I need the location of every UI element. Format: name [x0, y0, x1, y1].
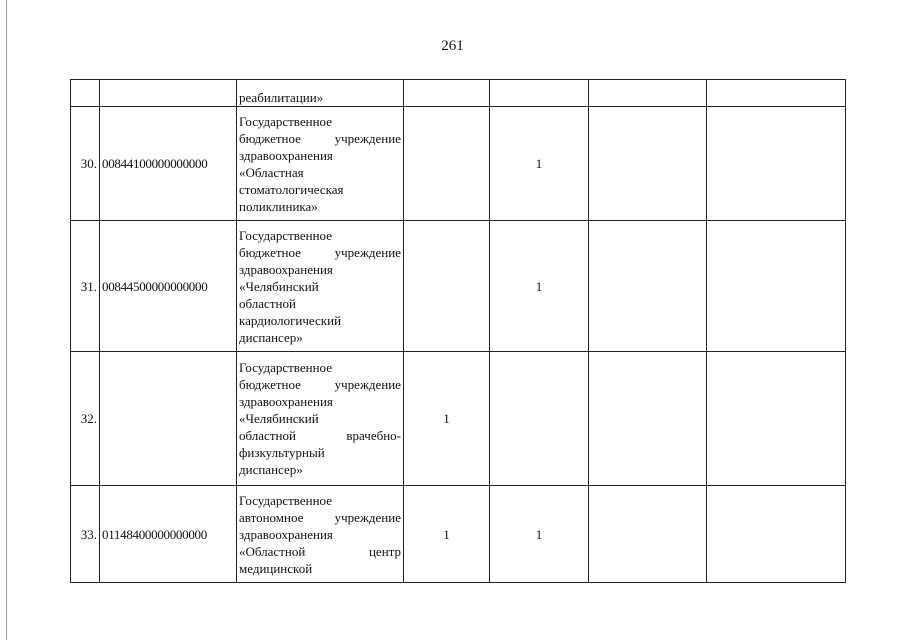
row-col7-value	[707, 221, 846, 352]
row-code	[100, 80, 237, 107]
row-col6-value	[589, 107, 707, 221]
row-institution-name	[237, 107, 404, 221]
row-code: 01148400000000000	[100, 486, 237, 583]
row-col5-value	[490, 352, 589, 486]
row-institution-name	[237, 221, 404, 352]
row-col4-value: 1	[404, 486, 490, 583]
row-col5-value	[490, 80, 589, 107]
row-code: 00844500000000000	[100, 221, 237, 352]
row-number: 32.	[71, 352, 100, 486]
name-line: диспансер»	[239, 329, 303, 345]
name-line: поликлиника»	[239, 198, 318, 214]
row-col6-value	[589, 486, 707, 583]
row-col5-value: 1	[490, 486, 589, 583]
name-line: здравоохранения	[239, 261, 333, 277]
name-line: областной	[239, 295, 296, 311]
row-number	[71, 80, 100, 107]
row-col4-value	[404, 107, 490, 221]
name-line: Государственное	[239, 360, 332, 375]
row-col7-value	[707, 107, 846, 221]
name-line: Государственное	[239, 227, 332, 243]
name-line: областной врачебно-	[239, 428, 401, 443]
name-line: кардиологический	[239, 312, 342, 328]
row-col4-value: 1	[404, 352, 490, 486]
name-line: здравоохранения	[239, 147, 333, 163]
table-row	[71, 352, 846, 486]
name-line: диспансер»	[239, 462, 303, 477]
row-number: 31.	[71, 221, 100, 352]
page-number: 261	[441, 38, 464, 54]
name-line: бюджетное учреждение	[239, 377, 401, 392]
row-col6-value	[589, 352, 707, 486]
scan-edge-line	[6, 0, 7, 640]
name-line: реабилитации»	[239, 90, 324, 105]
name-line: «Челябинский	[239, 278, 319, 294]
name-line: автономное учреждение	[239, 509, 401, 525]
table-row	[71, 80, 846, 107]
name-line: Государственное	[239, 492, 332, 508]
name-line: медицинской	[239, 560, 313, 576]
name-line: «Челябинский	[239, 411, 319, 426]
name-line: Государственное	[239, 113, 332, 129]
row-col6-value	[589, 80, 707, 107]
row-col7-value	[707, 80, 846, 107]
name-line: бюджетное учреждение	[239, 130, 401, 146]
row-institution-name	[237, 352, 404, 486]
row-number: 33.	[71, 486, 100, 583]
row-code	[100, 352, 237, 486]
row-col7-value	[707, 486, 846, 583]
row-code: 00844100000000000	[100, 107, 237, 221]
institutions-table	[70, 79, 846, 583]
name-line: здравоохранения	[239, 394, 333, 409]
table-row	[71, 486, 846, 583]
row-institution-name	[237, 486, 404, 583]
row-col6-value	[589, 221, 707, 352]
name-line: здравоохранения	[239, 526, 333, 542]
row-col7-value	[707, 352, 846, 486]
name-line: «Областной центр	[239, 543, 401, 559]
row-institution-name	[237, 80, 404, 107]
name-line: «Областная	[239, 164, 304, 180]
row-col5-value: 1	[490, 107, 589, 221]
table-row	[71, 107, 846, 221]
row-col5-value: 1	[490, 221, 589, 352]
row-number: 30.	[71, 107, 100, 221]
table-row	[71, 221, 846, 352]
name-line: бюджетное учреждение	[239, 244, 401, 260]
name-line: физкультурный	[239, 445, 325, 460]
name-line: стоматологическая	[239, 181, 344, 197]
row-col4-value	[404, 80, 490, 107]
row-col4-value	[404, 221, 490, 352]
